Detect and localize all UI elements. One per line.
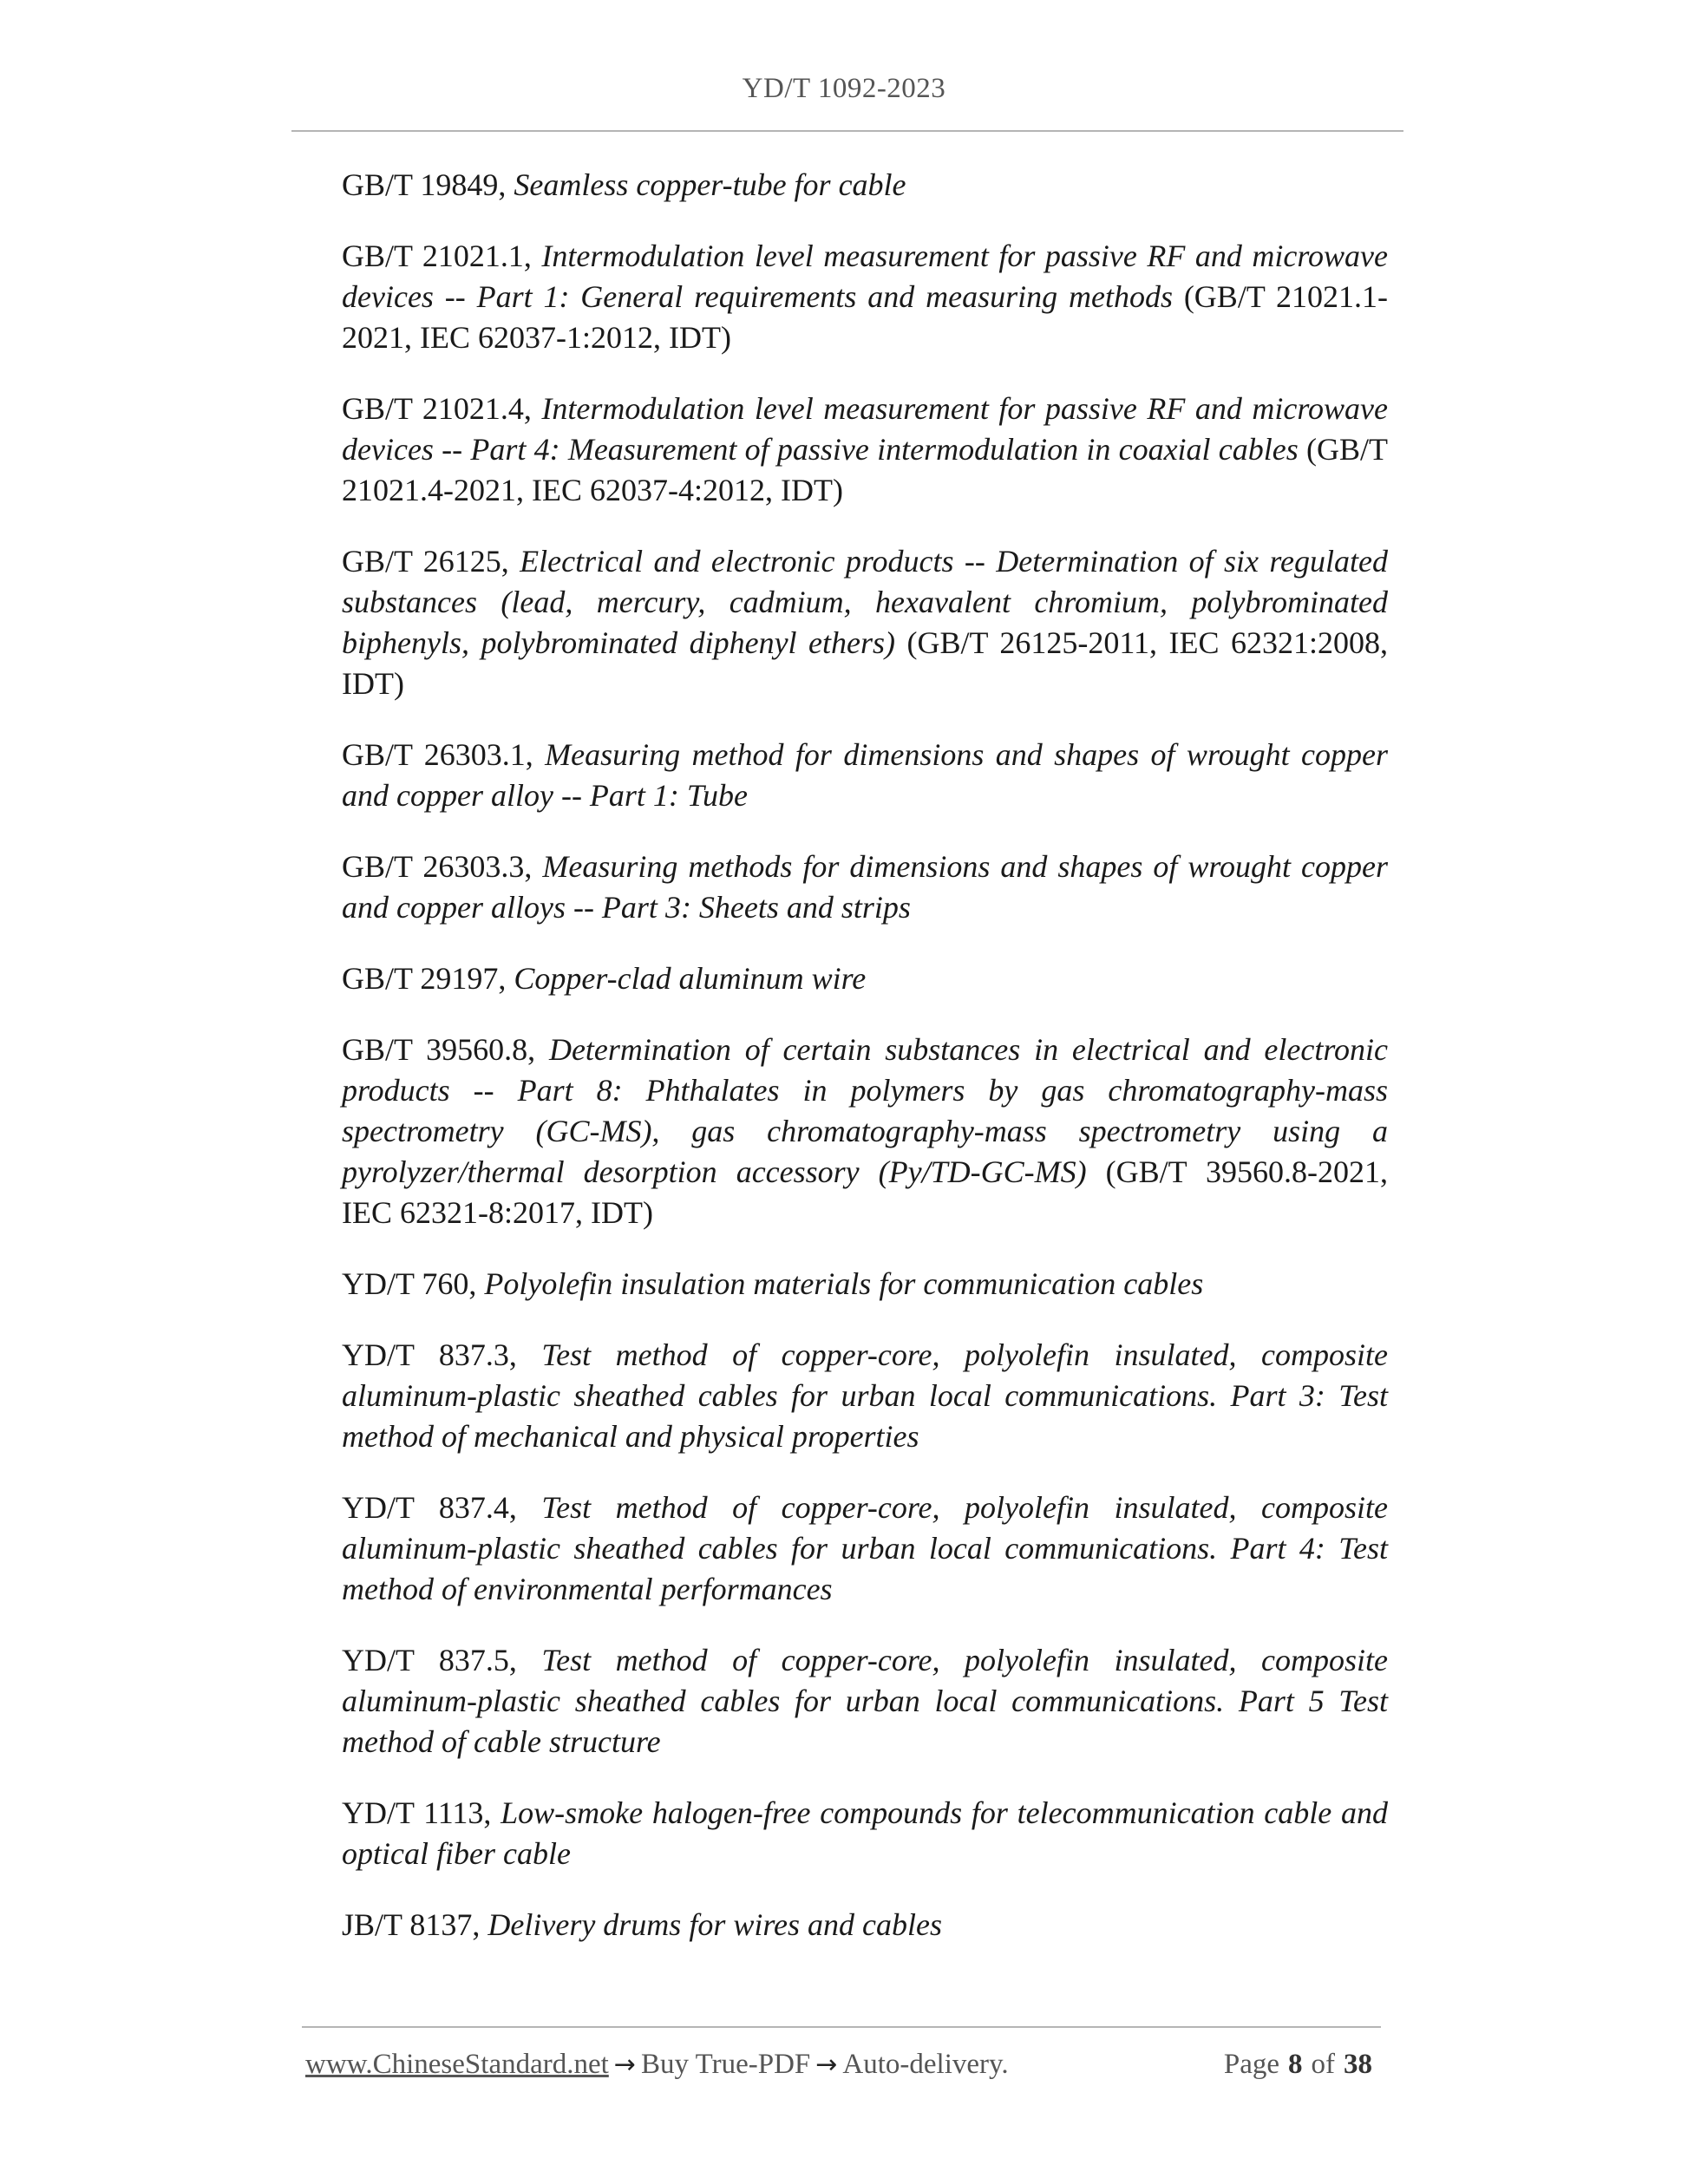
site-link[interactable]: www.ChineseStandard.net <box>305 2049 609 2080</box>
footer-promo <box>305 2049 1009 2081</box>
total-pages: 38 <box>1344 2049 1372 2080</box>
reference-code: YD/T 837.4, <box>342 1490 542 1525</box>
reference-item <box>342 236 1388 358</box>
arrow-right-icon: → <box>815 2050 838 2080</box>
reference-item <box>342 735 1388 816</box>
reference-code: GB/T 29197, <box>342 961 514 996</box>
reference-code: YD/T 1113, <box>342 1795 501 1830</box>
normative-references-list <box>342 165 1388 1976</box>
reference-item <box>342 1264 1388 1305</box>
reference-item <box>342 541 1388 704</box>
reference-item <box>342 1640 1388 1762</box>
reference-item <box>342 389 1388 511</box>
reference-title: Copper-clad aluminum wire <box>514 961 867 996</box>
reference-code: JB/T 8137, <box>342 1907 488 1942</box>
reference-item <box>342 1030 1388 1233</box>
reference-code: GB/T 19849, <box>342 167 514 202</box>
reference-title: Test method of copper-core, polyolefin insulated, composite aluminum-plastic sheathed cables for urban local communications. Part 4: Test method of environmental performances <box>342 1490 1388 1606</box>
reference-code: GB/T 39560.8, <box>342 1032 549 1067</box>
reference-title: Measuring methods for dimensions and shapes of wrought copper and copper alloys -- Part 3: Sheets and strips <box>342 849 1388 925</box>
reference-title: Polyolefin insulation materials for communication cables <box>484 1266 1204 1301</box>
reference-title: Intermodulation level measurement for passive RF and microwave devices -- Part 4: Measurement of passive intermodulation in coaxial cables <box>342 391 1388 467</box>
reference-title: Measuring method for dimensions and shapes of wrought copper and copper alloy -- Part 1: Tube <box>342 737 1388 813</box>
reference-title: Intermodulation level measurement for passive RF and microwave devices -- Part 1: General requirements and measuring methods <box>342 239 1388 314</box>
reference-code: YD/T 760, <box>342 1266 485 1301</box>
reference-title: Determination of certain substances in electrical and electronic products -- Part 8: Phthalates in polymers by gas chromatography-mass spectrometry (GC-MS), gas chromatography-mass spectrometry using a pyrolyzer/thermal desorption accessory (Py/TD-GC-MS) <box>342 1032 1388 1189</box>
page-indicator <box>1224 2049 1381 2081</box>
reference-code: GB/T 26303.3, <box>342 849 543 884</box>
reference-item <box>342 847 1388 928</box>
reference-title: Seamless copper-tube for cable <box>514 167 906 202</box>
reference-item <box>342 1488 1388 1610</box>
arrow-right-icon: → <box>613 2050 636 2080</box>
reference-item <box>342 1793 1388 1874</box>
reference-title: Electrical and electronic products -- Determination of six regulated substances (lead, mercury, cadmium, hexavalent chromium, polybrominated biphenyls, polybrominated diphenyl ethers) <box>342 544 1388 660</box>
document-number-header: YD/T 1092-2023 <box>742 73 946 104</box>
reference-item <box>342 1335 1388 1457</box>
footer-divider <box>302 2026 1381 2028</box>
reference-equivalence: (GB/T 21021.1-2021, IEC 62037-1:2012, IDT) <box>342 279 1389 355</box>
reference-code: GB/T 26303.1, <box>342 737 546 772</box>
reference-equivalence: (GB/T 39560.8-2021, IEC 62321-8:2017, IDT) <box>342 1154 1388 1230</box>
reference-equivalence: (GB/T 26125-2011, IEC 62321:2008, IDT) <box>342 625 1388 701</box>
reference-code: YD/T 837.5, <box>342 1643 542 1677</box>
reference-item <box>342 958 1388 999</box>
auto-delivery-label: Auto-delivery. <box>842 2049 1009 2080</box>
of-label: of <box>1311 2049 1335 2080</box>
reference-code: GB/T 21021.4, <box>342 391 542 426</box>
page-number: 8 <box>1288 2049 1303 2080</box>
reference-title: Test method of copper-core, polyolefin insulated, composite aluminum-plastic sheathed cables for urban local communications. Part 5 Test method of cable structure <box>342 1643 1388 1759</box>
reference-item <box>342 165 1388 206</box>
page-label: Page <box>1223 2049 1279 2080</box>
reference-title: Delivery drums for wires and cables <box>487 1907 942 1942</box>
reference-code: YD/T 837.3, <box>342 1337 542 1372</box>
reference-code: GB/T 21021.1, <box>342 239 542 273</box>
reference-title: Low-smoke halogen-free compounds for telecommunication cable and optical fiber cable <box>342 1795 1388 1871</box>
reference-equivalence: (GB/T 21021.4-2021, IEC 62037-4:2012, IDT) <box>342 432 1388 507</box>
reference-item <box>342 1905 1388 1945</box>
buy-pdf-label: Buy True-PDF <box>640 2049 811 2080</box>
header-divider <box>291 130 1403 132</box>
reference-title: Test method of copper-core, polyolefin insulated, composite aluminum-plastic sheathed cables for urban local communications. Part 3: Test method of mechanical and physical properties <box>342 1337 1388 1454</box>
reference-code: GB/T 26125, <box>342 544 520 579</box>
